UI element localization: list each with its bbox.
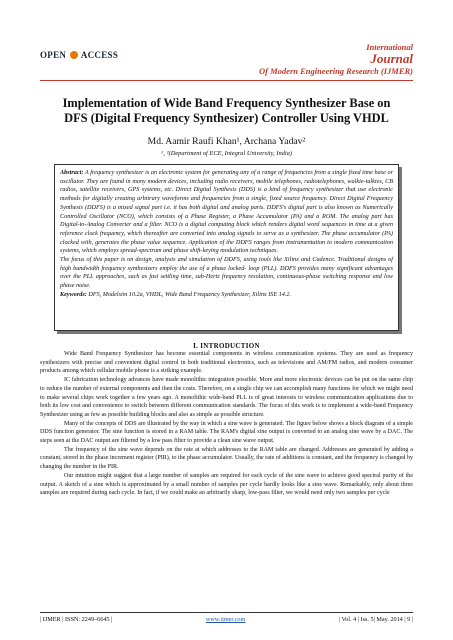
intro-paragraph-5: Our intuition might suggest that a large number of samples are required for each cycle of the sine wave to achieve good spectral purity of the output. A sketch of a sine which is approximated by a small number of samples per cycle hardly looks like a sine wave. Remarkably, only about three samples are required during each cycle. In fact, if we could make an arbitrarily sharp, low-pass filter, we would need only two samples per cycle [40, 472, 413, 497]
open-access-prefix: OPEN [40, 50, 67, 60]
abstract-label: Abstract: [60, 169, 84, 176]
journal-line-2: Journal [370, 51, 413, 66]
open-access-logo [40, 50, 118, 60]
abstract-box [54, 164, 399, 331]
abstract-text-2: The focus of this paper is on design, analysis and simulation of DDFS, using tools like Xilinx and Cadence. Traditional designs of high bandwidth frequency synthesizers employ the use of a phase locked- loop (PLL). DDFS provides many significant advantages over the PLL approaches, such as fast settling time, sub-Hertz frequency resolution, continuous-phase switching response and low phase noise. [60, 256, 393, 290]
paper-authors: Md. Aamir Raufi Khan¹, Archana Yadav² [147, 136, 306, 147]
section-heading: I. INTRODUCTION [193, 342, 260, 350]
paper-affiliation: ¹‚ ²(Department of ECE, Integral University, India) [161, 150, 292, 157]
journal-masthead [259, 42, 413, 76]
intro-paragraph-2: IC fabrication technology advances have made monolithic integration possible. More and more electronic devices can be put on the same chip to reduce the number of external components and then the costs. Therefore, on a single chip we can accomplish many functions for which we might need to make several chips work together a few years ago. A monolithic wide-band PLL is of great interests to wireless communication applications due to both its low cost and convenience to switch between different communication standards. The focus of this work is to implement a wide-band Frequency Synthesizer using as few as possible building blocks and also as simple as possible structure. [40, 377, 413, 418]
footer-website-link[interactable]: www.ijmer.com [205, 616, 246, 623]
open-access-suffix: ACCESS [80, 50, 119, 60]
journal-line-3: Of Modern Engineering Research (IJMER) [259, 66, 413, 76]
keywords-label: Keywords: [60, 290, 87, 298]
intro-paragraph-3: Many of the concepts of DDS are illustrated by the way in which a sine wave is generated. The figure below shows a block diagram of a simple DDS function generator. The sine function is stored in a RAM table. The RAM's digital sine output is converted to an analog sine wave by a DAC. The steps seen at the DAC output are filtered by a low pass filter to provide a clean sine wave output. [40, 420, 413, 445]
abstract-text: A frequency synthesizer is an electronic system for generating any of a range of frequencies from a single fixed time base or oscillator. They are found in many modern devices, including radio receivers, mobile telephones, radiotelephones, walkie-talkies, CB radios, satellite receivers, GPS systems, etc. Direct Digital Synthesis (DDS) is a kind of frequency synthesizer that use electronic methods for digitally creating arbitrary waveforms and frequencies from a single, fixed source frequency. Direct Digital Frequency Synthesis (DDFS) is a mixed signal part i.e. it has both digital and analog parts. DDFS's digital part is also known as Numerically Controlled Oscillator (NCO), which consists of a Phase Register, a Phase Accumulator (PA) and a ROM. The analog part has Digital-to-Analog Converter and a filter. NCO is a digital computing block which renders digital word sequences in time at a given reference clock frequency, which thereafter are converted into analog signals to serve as a synthesizer. The phase accumulator (PA) clocked with, generates the phase value sequence. Application of the DDFS ranges from instrumentation to modern communication systems, which employs spread-spectrum and phase shift-keying modulation techniques. [60, 169, 393, 255]
intro-body [40, 350, 413, 498]
paper-title: Implementation of Wide Band Frequency Synthesizer Base on DFS (Digital Frequency Synthesizer) Controller Using VHDL [62, 96, 391, 125]
page-footer [40, 612, 413, 623]
header-divider [40, 80, 413, 81]
footer-volume: | Vol. 4 | Iss. 5| May. 2014 | 9 | [338, 616, 413, 623]
footer-issn: | IJMER | ISSN: 2249–6645 | [40, 616, 113, 623]
intro-paragraph-4: The frequency of the sine wave depends on the rate at which addresses to the RAM table are changed. Addresses are generated by adding a constant, stored in the phase increment register (PIR), to the phase accumulator. Usually, the rate of additions is constant, and the frequency is changed by changing the number in the PIR. [40, 446, 413, 471]
keywords-text: DFS, Modelsim 10.2a, VHDL, Wide Band Frequency Synthesizer, Xilinx ISE 14.2. [88, 290, 292, 298]
journal-line-1: International [366, 42, 413, 52]
intro-paragraph-1: Wide Band Frequency Synthesizer has become essential components in wireless communication systems. They are used as frequency synthesizers with precise and convenient digital control in both traditional electronics, such as televisions and AM/FM radios, and modern consumer products among which cellular mobile phone is a striking example. [40, 351, 413, 375]
open-access-lock-icon [70, 51, 78, 59]
